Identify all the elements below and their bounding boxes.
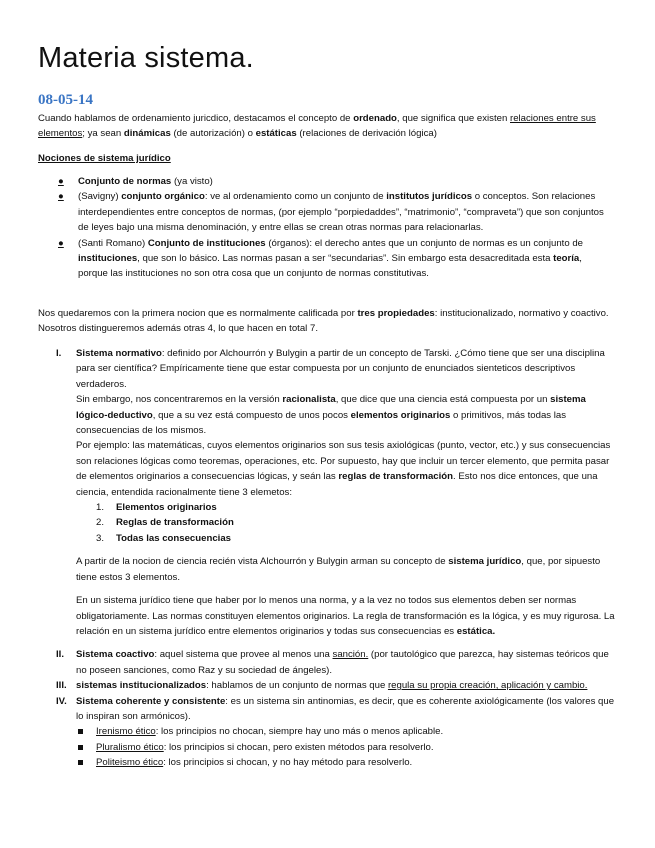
bullet-marker: ● xyxy=(58,176,64,187)
list-item: 3. Todas las consecuencias xyxy=(96,532,231,544)
propiedades-list xyxy=(38,346,618,771)
propiedades-paragraph: Nos quedaremos con la primera nocion que es normalmente calificada por tres propiedades: institucionalizado, normativo y coactivo. Nosotros distingueremos además otras 4, lo que hacen en total 7. xyxy=(38,308,609,335)
bullet-marker: ● xyxy=(58,237,64,249)
list-item: 1. Elementos originarios xyxy=(96,502,217,514)
intro-paragraph: Cuando hablamos de ordenamiento juricdico, destacamos el concepto de ordenado, que significa que existen relaciones entre sus elementos; ya sean dinámicas (de autorización) o estáticas (relaciones de derivación lógica) xyxy=(38,113,596,140)
list-item: ● Conjunto de normas (ya visto) xyxy=(38,174,608,189)
elementos-list xyxy=(76,500,618,546)
etica-list xyxy=(76,724,618,770)
list-item: ● (Santi Romano) Conjunto de instituciones (órganos): el derecho antes que un conjunto de normas es un conjunto de instituciones, que son lo básico. Las normas pasan a ser “secundarias”. Sin embargo esta desacreditada esta teoría, porque las instituciones no son otra cosa que un conjunto de normas constitutivas. xyxy=(58,237,583,280)
list-item: Pluralismo ético: los principios si chocan, pero existen métodos para resolverlo. xyxy=(76,740,618,755)
list-item-i: I. Sistema normativo: definido por Alchourrón y Bulygin a partir de un concepto de Tarski. ¿Cómo tiene que ser una disciplina para ser científica? Empíricamente tiene que estar compuesta por un conjunto de enunciados sienteticos descriptivos verdaderos. Sin embargo, nos concentraremos en la versión racionalista, que dice que una ciencia está compuesta por un sistema lógico-deductivo, que a su vez está compuesto de unos pocos elementos originarios o primitivos, más todas las consecuencias de los mismos. Por ejemplo: las matemáticas, cuyos elementos originarios son sus tesis axiológicas (punto, vector, etc.) y sus consecuencias son relaciones lógicas como teoremas, operaciones, etc. Por supuesto, hay que incluir un tercer elemento, que permita pasar de elementos originarios a consecuencias lógicas, y seán las reglas de transformación. Esto nos dice entonces, que una ciencia, entendida racionalmente tiene 3 elemetos: 1. Elementos originarios 2. Reglas de transformación 3. Todas las consecuencias A partir de la nocion de ciencia recién vista Alchourrón y Bulygin arman su concepto de sistema jurídico, que, por sipuesto tiene estos 3 elementos. En un sistema jurídico tiene que haber por lo menos una norma, y a la vez no todos sus elementos deben ser normas obligatoriamente. Las normas constituyen elementos originarios. La regla de transformación es la lógica, y es muy rigurosa. La relación en un sistema jurídico entre elementos originarios y todas sus consecuencias es estática. xyxy=(38,346,618,639)
list-item-iv: IV. Sistema coherente y consistente: es un sistema sin antinomias, es decir, que es coherente axiológicamente (los valores que lo inspiran son armónicos). Irenismo ético: los principios no chocan, siempre hay uno más o menos aplicable. Pluralismo ético: los principios si chocan, pero existen métodos para resolverlo. Politeismo ético: los principios si chocan, y no hay método para resolverlo. xyxy=(38,694,618,771)
list-item: ● (Savigny) conjunto orgánico: ve al ordenamiento como un conjunto de institutos jurídicos o conceptos. Son relaciones interdependientes entre conceptos de normas, (por ejemplo “porpiedaddes”, “matrimonio”, “compraveta”) que son conjuntos de leyes bajo una misma denominación, y entre ellas se crean otras normas para relacionarlas. xyxy=(58,191,604,234)
bullet-marker: ● xyxy=(58,191,64,203)
nociones-list xyxy=(38,174,608,282)
list-item: Irenismo ético: los principios no chocan, siempre hay uno más o menos aplicable. xyxy=(76,724,618,739)
date-heading: 08-05-14 xyxy=(38,92,93,108)
list-item: Politeismo ético: los principios si chocan, y no hay método para resolverlo. xyxy=(76,755,618,770)
page-title: Materia sistema. xyxy=(38,42,254,74)
list-item: 2. Reglas de transformación xyxy=(96,517,234,529)
list-item-ii: II. Sistema coactivo: aquel sistema que provee al menos una sanción. (por tautológico que parezca, hay sistemas teóricos que no poseen sanciones, como Raz y su sociedad de ángeles). xyxy=(56,649,609,676)
nociones-heading: Nociones de sistema jurídico xyxy=(38,153,171,164)
list-item-iii: III. sistemas institucionalizados: hablamos de un conjunto de normas que regula su propia creación, aplicación y cambio. xyxy=(56,680,588,692)
